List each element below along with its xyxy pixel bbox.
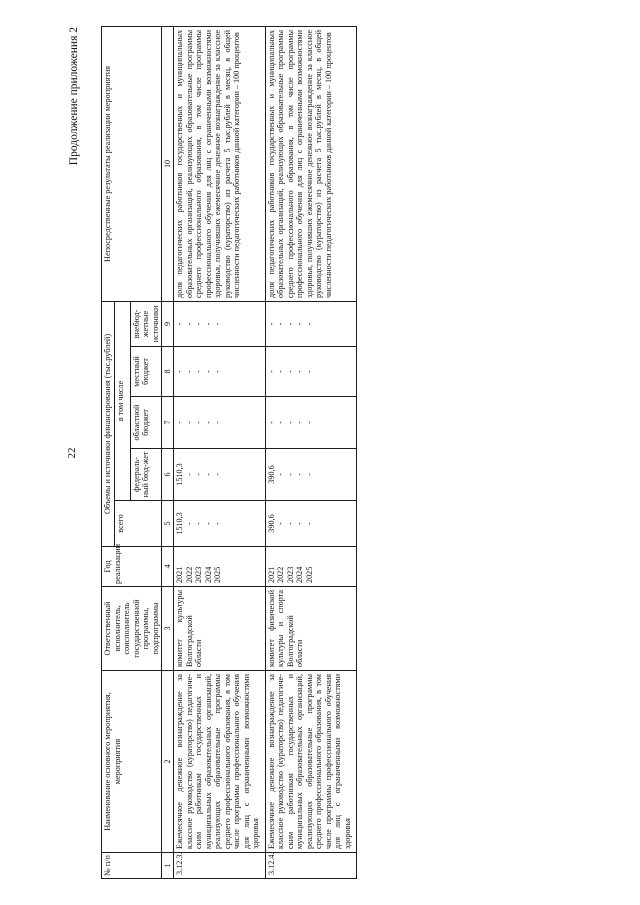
year-cell-value: 2025 bbox=[304, 566, 314, 583]
column-number: 3 bbox=[162, 586, 174, 670]
year-cell-value: 2024 bbox=[203, 566, 213, 583]
federal-cell-value: - bbox=[295, 472, 304, 476]
table-row bbox=[265, 26, 357, 878]
column-number: 1 bbox=[162, 852, 174, 878]
header-name: Наименование основного мероприятия, мероприятия bbox=[102, 670, 162, 852]
local-cell bbox=[265, 346, 357, 396]
year-cell-value: 2023 bbox=[194, 566, 203, 583]
year-cell-value: 2021 bbox=[175, 566, 184, 583]
extrabudget-cell-value: - bbox=[194, 322, 203, 325]
year-cell-value: 2024 bbox=[295, 566, 304, 583]
regional-cell bbox=[174, 396, 266, 448]
regional-cell-value: - bbox=[175, 420, 184, 424]
column-number: 8 bbox=[162, 346, 174, 396]
header-total: всего bbox=[114, 500, 162, 546]
row-number: 3.12.3. bbox=[174, 852, 266, 878]
extrabudget-cell-value: - bbox=[266, 322, 276, 325]
regional-cell-value: - bbox=[194, 420, 203, 424]
total-cell bbox=[174, 500, 266, 546]
year-cell bbox=[265, 546, 357, 586]
header-year: Год реализации bbox=[102, 546, 162, 586]
table-body bbox=[162, 26, 357, 878]
responsible-executor: комитет культуры Волгоградской области bbox=[174, 586, 266, 670]
local-cell-value: - bbox=[304, 369, 314, 373]
regional-cell-value: - bbox=[285, 420, 295, 424]
local-cell-value: - bbox=[175, 369, 184, 373]
column-number: 5 bbox=[162, 500, 174, 546]
extrabudget-cell-value: - bbox=[304, 322, 314, 325]
total-cell-value: - bbox=[276, 521, 285, 525]
extrabudget-cell-value: - bbox=[285, 322, 295, 325]
extrabudget-cell-value: - bbox=[295, 322, 304, 325]
federal-cell-value: - bbox=[304, 472, 314, 476]
column-number: 10 bbox=[162, 26, 174, 301]
column-number: 7 bbox=[162, 396, 174, 448]
local-cell-value: - bbox=[266, 369, 276, 373]
regional-cell-value: - bbox=[213, 420, 222, 424]
regional-cell-value: - bbox=[276, 420, 285, 424]
local-cell-value: - bbox=[184, 369, 194, 373]
total-cell-value: - bbox=[304, 521, 314, 525]
financing-table bbox=[101, 25, 357, 878]
total-cell bbox=[265, 500, 357, 546]
total-cell-value: - bbox=[194, 521, 203, 525]
total-cell-value: 390,6 bbox=[266, 513, 276, 533]
regional-cell-value: - bbox=[304, 420, 314, 424]
extrabudget-cell-value: - bbox=[276, 322, 285, 325]
local-cell-value: - bbox=[203, 369, 213, 373]
column-number-row bbox=[162, 26, 174, 878]
local-cell-value: - bbox=[276, 369, 285, 373]
row-number: 3.12.4. bbox=[265, 852, 357, 878]
header-row bbox=[102, 26, 115, 878]
federal-cell-value: - bbox=[203, 472, 213, 476]
total-cell-value: - bbox=[285, 521, 295, 525]
column-number: 4 bbox=[162, 546, 174, 586]
year-cell-value: 2023 bbox=[285, 566, 295, 583]
federal-cell-value: - bbox=[285, 472, 295, 476]
header-financing: Объемы и источники финансирования (тыс.рублей) bbox=[102, 301, 115, 546]
year-cell-value: 2021 bbox=[266, 566, 276, 583]
header-extrabudget: внебюд-жетные источники bbox=[130, 301, 162, 346]
regional-cell-value: - bbox=[295, 420, 304, 424]
header-regional: областной бюджет bbox=[130, 396, 162, 448]
rotated-page bbox=[65, 23, 575, 883]
federal-cell-value: - bbox=[194, 472, 203, 476]
local-cell-value: - bbox=[295, 369, 304, 373]
extrabudget-cell-value: - bbox=[203, 322, 213, 325]
extrabudget-cell bbox=[174, 301, 266, 346]
responsible-executor: комитет физической культуры и спорта Волгоградской области bbox=[265, 586, 357, 670]
measure-name: Ежемесячное денежное вознаграждение за классное руководство (кураторство) педагогическим работникам государственных и муниципальных образовательных организаций, реализующих образовательные программы среднего профессионального образования, в том числе программы профессионального обучения для лиц с ограниченными возможностями здоровья bbox=[265, 670, 357, 852]
federal-cell bbox=[265, 448, 357, 500]
table-row bbox=[174, 26, 266, 878]
regional-cell-value: - bbox=[203, 420, 213, 424]
appendix-caption: Продолжение приложения 2 bbox=[68, 26, 80, 165]
year-cell-value: 2022 bbox=[184, 566, 194, 583]
regional-cell bbox=[265, 396, 357, 448]
header-responsible: Ответственный исполнитель, соисполнитель государственной программы, подпрограммы bbox=[102, 586, 162, 670]
expected-result: доля педагогических работников государственных и муниципальных образовательных организаций, реализующих образовательные программы среднего профессионального образования, в том числе программы профессионального обучения для лиц с ограниченными возможностями здоровья, получивших ежемесячное денежное вознаграждение за классное руководство (кураторство) из расчета 5 тыс.рублей в месяц, в общей численности педагогических работников данной категории – 100 процентов bbox=[265, 26, 357, 301]
expected-result: доля педагогических работников государственных и муниципальных образовательных организаций, реализующих образовательные программы среднего профессионального образования, в том числе программы профессионального обучения для лиц с ограниченными возможностями здоровья, получивших ежемесячное денежное вознаграждение за классное руководство (кураторство) из расчета 5 тыс.рублей в месяц, в общей численности педагогических работников данной категории – 100 процентов bbox=[174, 26, 266, 301]
total-cell-value: - bbox=[203, 521, 213, 525]
year-cell-value: 2022 bbox=[276, 566, 285, 583]
federal-cell-value: - bbox=[184, 472, 194, 476]
total-cell-value: 1510,3 bbox=[175, 511, 184, 535]
local-cell-value: - bbox=[285, 369, 295, 373]
header-local: местный бюджет bbox=[130, 346, 162, 396]
federal-cell-value: 390,6 bbox=[266, 464, 276, 484]
header-no: № п/п bbox=[102, 852, 162, 878]
column-number: 6 bbox=[162, 448, 174, 500]
total-cell-value: - bbox=[184, 521, 194, 525]
extrabudget-cell bbox=[265, 301, 357, 346]
total-cell-value: - bbox=[295, 521, 304, 525]
extrabudget-cell-value: - bbox=[184, 322, 194, 325]
federal-cell-value: - bbox=[276, 472, 285, 476]
local-cell-value: - bbox=[194, 369, 203, 373]
regional-cell-value: - bbox=[184, 420, 194, 424]
local-cell-value: - bbox=[213, 369, 222, 373]
regional-cell-value: - bbox=[266, 420, 276, 424]
column-number: 2 bbox=[162, 670, 174, 852]
header-federal: федераль-ный бюд-жет bbox=[130, 448, 162, 500]
total-cell-value: - bbox=[213, 521, 222, 525]
federal-cell-value: 1510,3 bbox=[175, 462, 184, 486]
column-number: 9 bbox=[162, 301, 174, 346]
year-cell-value: 2025 bbox=[213, 566, 222, 583]
extrabudget-cell-value: - bbox=[213, 322, 222, 325]
federal-cell bbox=[174, 448, 266, 500]
federal-cell-value: - bbox=[213, 472, 222, 476]
measure-name: Ежемесячное денежное вознаграждение за классное руководство (кураторство) педагогическим работникам государственных и муниципальных образовательных организаций, реализующих образовательные программы среднего профессионального образования, в том числе программы профессионального обучения для лиц с ограниченными возможностями здоровья bbox=[174, 670, 266, 852]
header-including: в том числе bbox=[114, 301, 130, 500]
extrabudget-cell-value: - bbox=[175, 322, 184, 325]
year-cell bbox=[174, 546, 266, 586]
header-results: Непосредственные результаты реализации мероприятия bbox=[102, 26, 162, 301]
page-number: 22 bbox=[66, 447, 78, 458]
local-cell bbox=[174, 346, 266, 396]
